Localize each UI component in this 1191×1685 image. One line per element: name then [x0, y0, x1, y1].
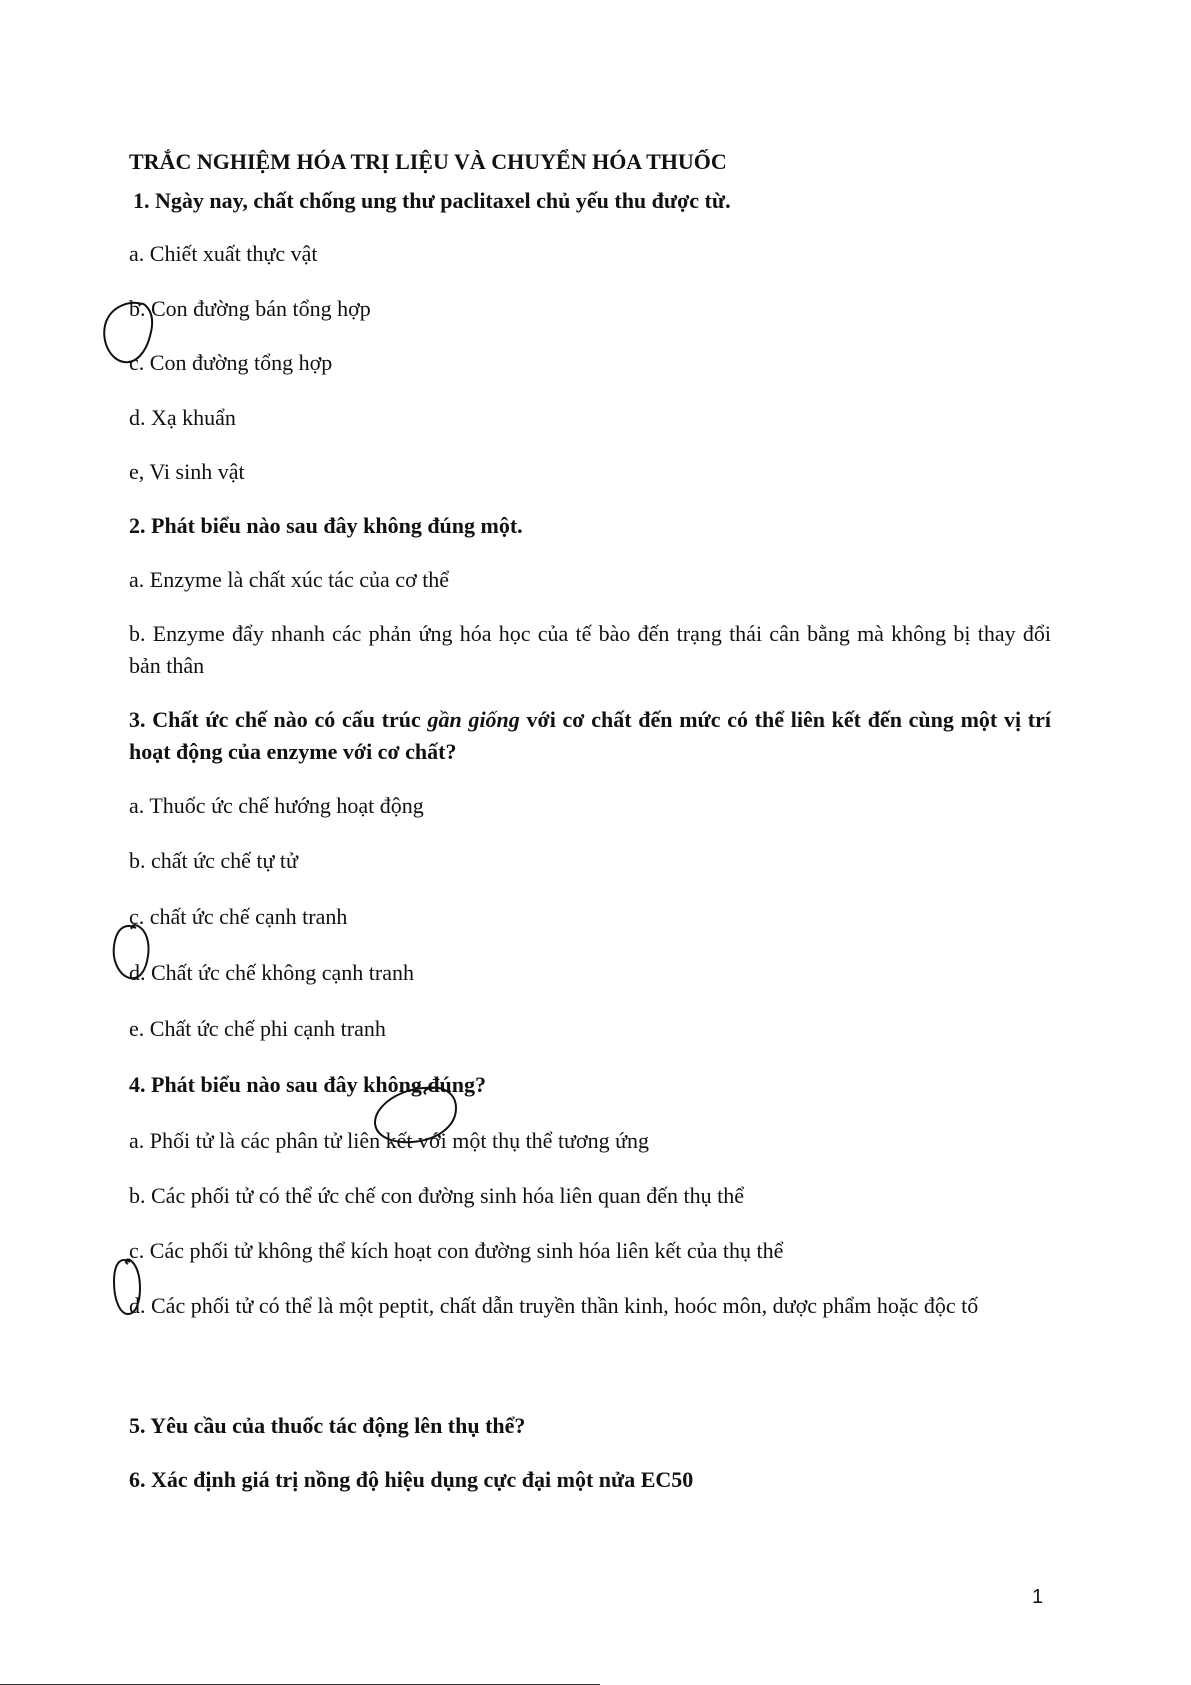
question-4-option-b: b. Các phối tử có thể ức chế con đường sinh hóa liên quan đến thụ thể — [129, 1183, 744, 1208]
question-1-option-b: b. Con đường bán tổng hợp — [129, 296, 371, 321]
document-title: TRẮC NGHIỆM HÓA TRỊ LIỆU VÀ CHUYỂN HÓA THUỐC — [129, 149, 727, 174]
question-2-prompt: 2. Phát biểu nào sau đây không đúng một. — [129, 513, 523, 538]
question-3-prompt — [129, 704, 1051, 768]
question-3-option-c: c. chất ức chế cạnh tranh — [129, 904, 348, 929]
question-2-option-a: a. Enzyme là chất xúc tác của cơ thể — [129, 567, 450, 592]
question-4-option-c: c. Các phối tử không thể kích hoạt con đường sinh hóa liên kết của thụ thể — [129, 1238, 784, 1263]
question-2-option-b: b. Enzyme đẩy nhanh các phản ứng hóa học của tế bào đến trạng thái cân bằng mà không bị thay đổi bản thân — [129, 621, 1051, 678]
question-4-prompt: 4. Phát biểu nào sau đây không đúng? — [129, 1072, 487, 1097]
question-3-option-a: a. Thuốc ức chế hướng hoạt động — [129, 793, 424, 818]
question-6-prompt: 6. Xác định giá trị nồng độ hiệu dụng cực đại một nửa EC50 — [129, 1467, 694, 1492]
question-3-prompt-start: 3. Chất ức chế nào có cấu trúc — [129, 707, 428, 732]
question-1-option-a: a. Chiết xuất thực vật — [129, 241, 318, 266]
question-3-prompt-emphasis: gần giống — [427, 707, 520, 732]
question-3-option-d: d. Chất ức chế không cạnh tranh — [129, 960, 415, 985]
question-3-option-b: b. chất ức chế tự tử — [129, 848, 298, 873]
question-5-prompt: 5. Yêu cầu của thuốc tác động lên thụ thể? — [129, 1413, 526, 1438]
question-4-option-d: d. Các phối tử có thể là một peptit, chất dẫn truyền thần kinh, hoóc môn, dược phẩm hoặc độc tố — [129, 1293, 979, 1318]
question-1-option-c: c. Con đường tổng hợp — [129, 350, 333, 375]
question-4-option-a: a. Phối tử là các phân tử liên kết với một thụ thể tương ứng — [129, 1128, 650, 1153]
question-3-option-e: e. Chất ức chế phi cạnh tranh — [129, 1016, 386, 1041]
question-1-option-d: d. Xạ khuẩn — [129, 405, 236, 430]
question-1-option-e: e, Vi sinh vật — [129, 459, 245, 484]
question-1-prompt: 1. Ngày nay, chất chống ung thư paclitaxel chủ yếu thu được từ. — [133, 188, 731, 213]
question-3-prompt-end: với cơ chất đến mức có thể liên kết đến cùng một vị trí hoạt động của enzyme với cơ chất? — [129, 707, 1051, 764]
page-number: 1 — [1032, 1586, 1044, 1608]
